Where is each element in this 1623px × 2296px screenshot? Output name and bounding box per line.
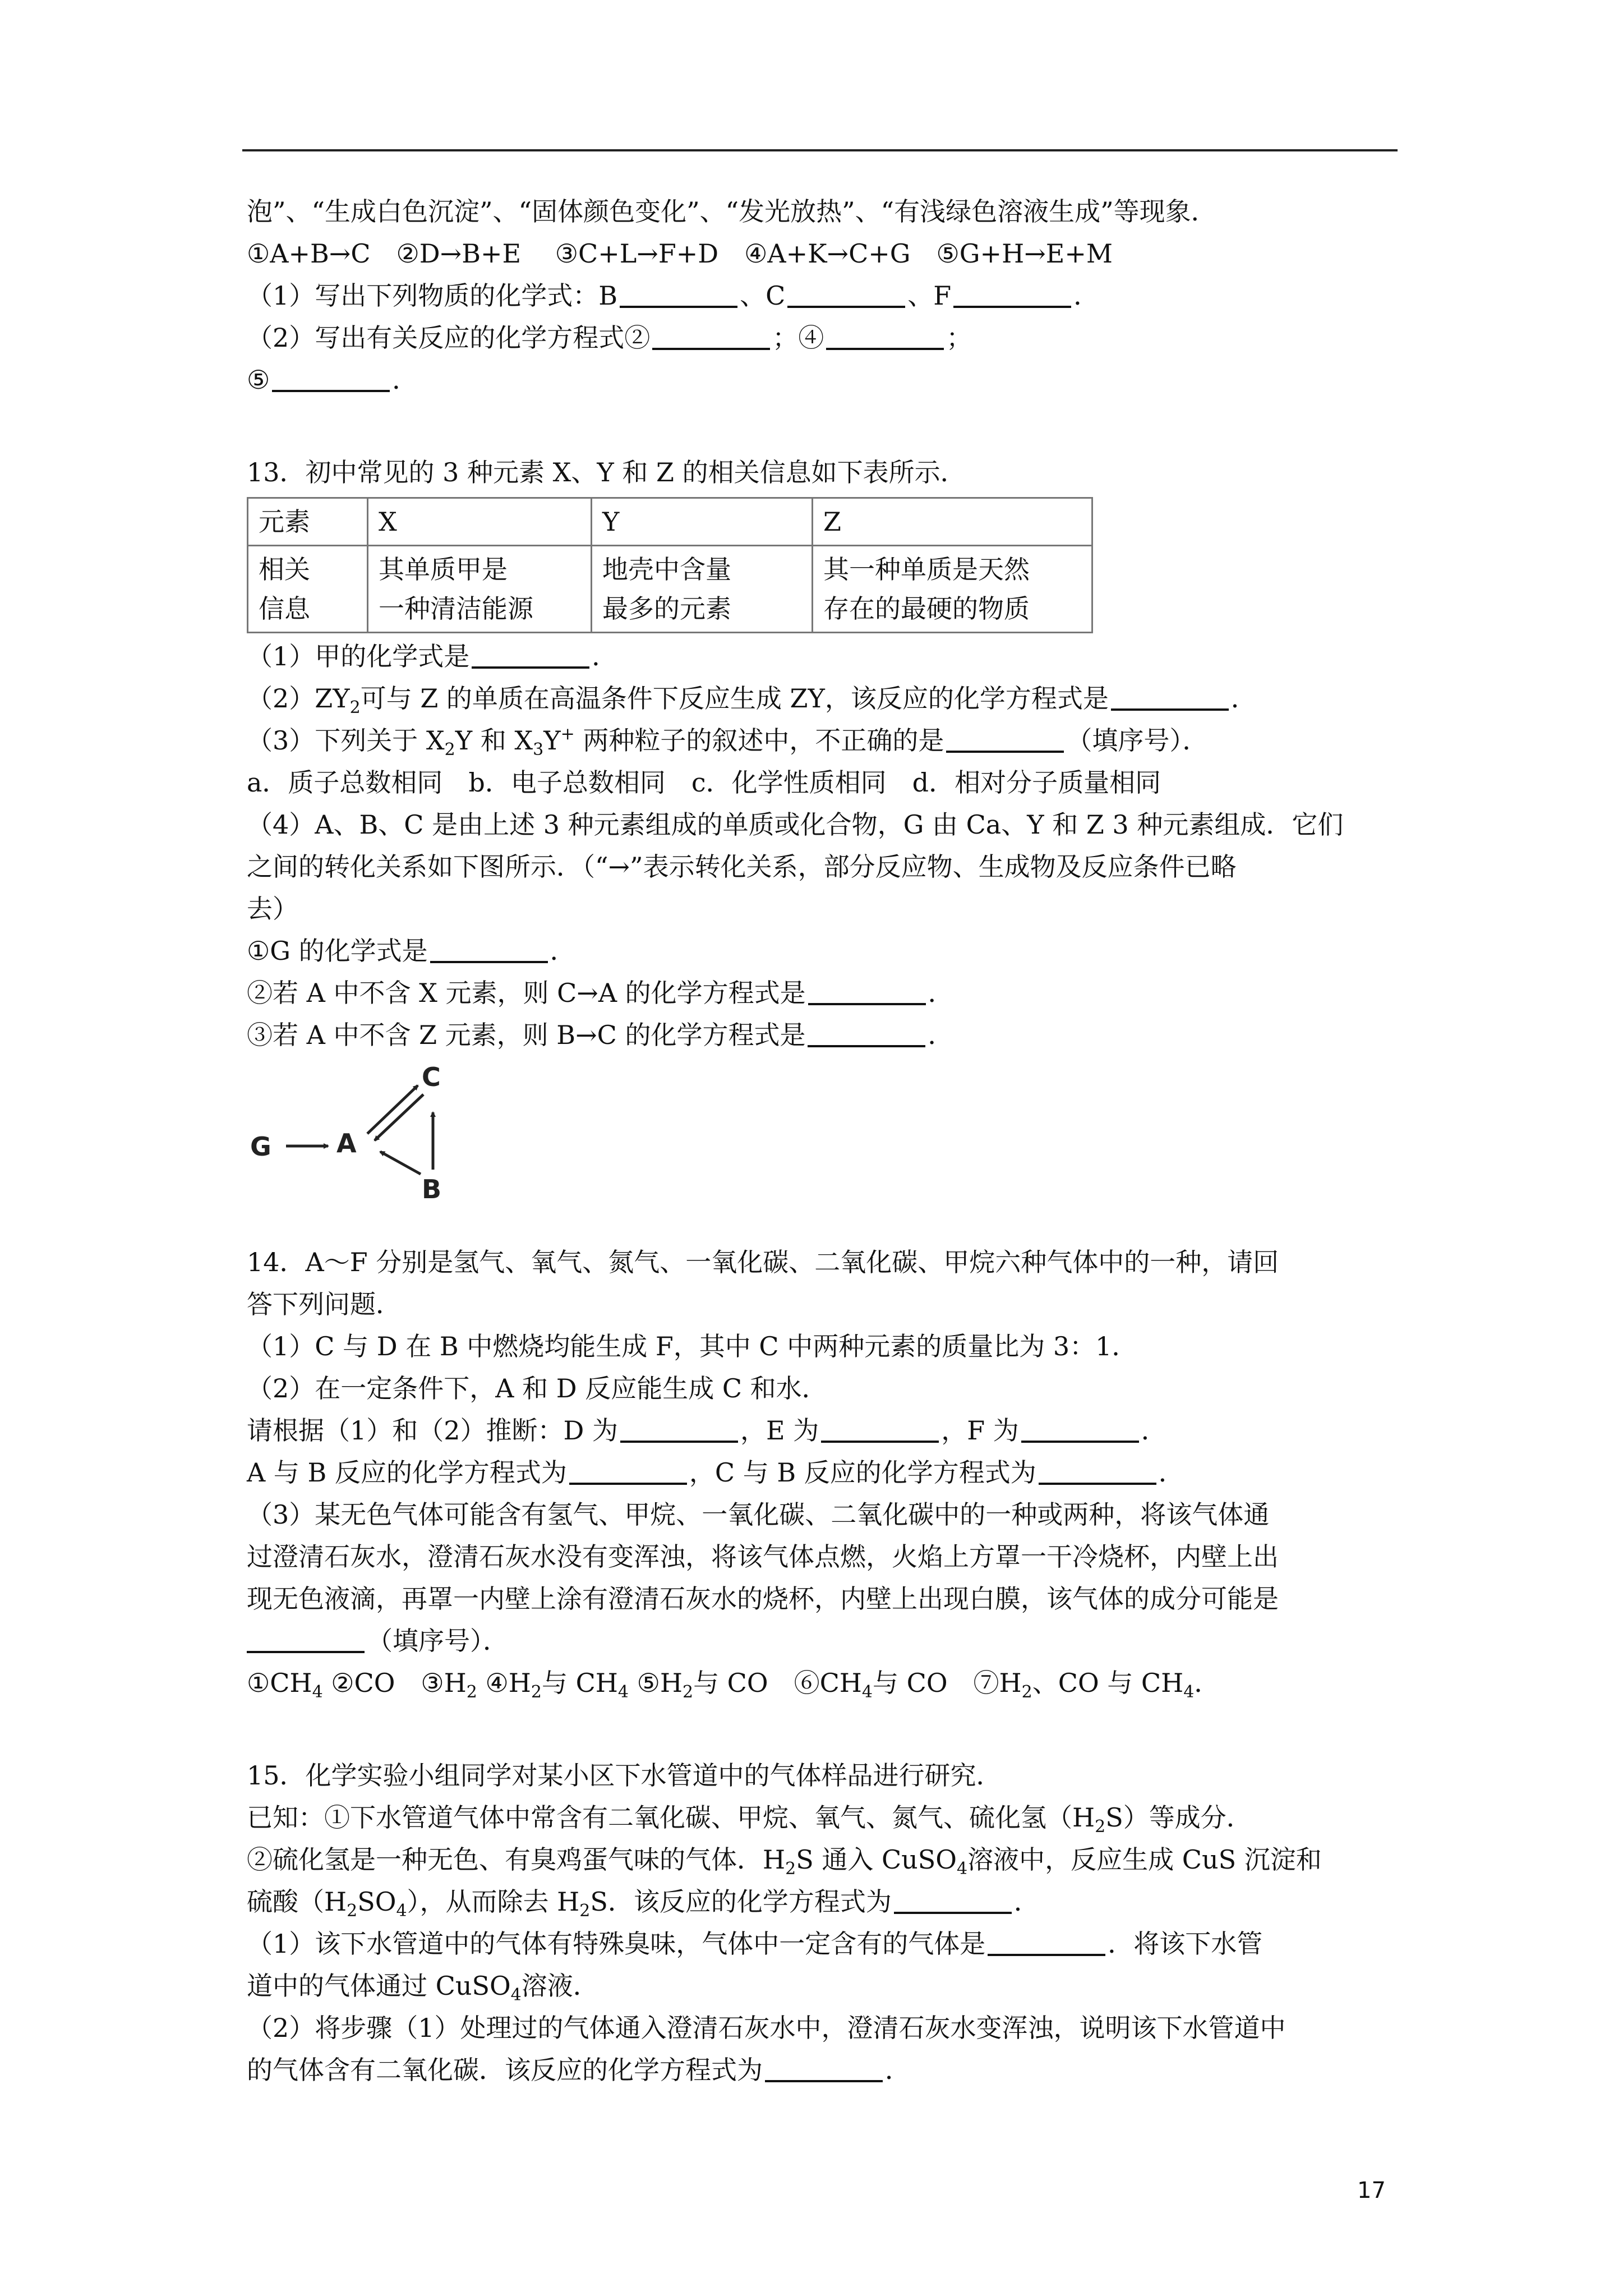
q14-line10: （填序号）． [247, 1620, 1402, 1662]
page-number: 17 [1357, 2178, 1386, 2203]
q15-line2: 已知：①下水管道气体中常含有二氧化碳、甲烷、氧气、氮气、硫化氢$(H_2S)$等成分． [247, 1802, 1252, 1837]
answer-blank[interactable] [472, 638, 589, 669]
q12-part3: ⑤ ． [247, 359, 1402, 401]
q13-sub4-line1: （4）A、B、C 是由上述 3 种元素组成的单质或化合物，G 由 Ca、Y 和 Z 3 种元素组成．它们 [247, 809, 1344, 840]
q12-line-reactions: ①A+B→C ②D→B+E ③C+L→F+D ④A+K→C+G ⑤G+H→E+M [247, 238, 1113, 269]
answer-blank[interactable] [1021, 1412, 1139, 1443]
answer-blank[interactable] [808, 1017, 925, 1047]
arrow-b-to-a [380, 1152, 421, 1174]
q12-line-phenomena: 泡”、“生成白色沉淀”、“固体颜色变化”、“发光放热”、“有浅绿色溶液生成”等现象． [247, 196, 1217, 227]
table-cell: 其一种单质是天然 存在的最硬的物质 [813, 546, 1092, 633]
q12-part2: （2）写出有关反应的化学方程式② ；④ ； [247, 317, 1402, 359]
q13-options: a．质子总数相同 b．电子总数相同 c．化学性质相同 d．相对分子质量相同 [247, 767, 1161, 798]
element-info-table [247, 497, 1093, 633]
answer-blank[interactable] [988, 1926, 1105, 1956]
q15-line5: （1）该下水管道中的气体有特殊臭味，气体中一定含有的气体是 ．将该下水管 [247, 1923, 1402, 1965]
q14-line8: 过澄清石灰水，澄清石灰水没有变浑浊，将该气体点燃，火焰上方罩一干冷烧杯，内壁上出 [247, 1542, 1279, 1572]
q14-line3: （1）C 与 D 在 B 中燃烧均能生成 F，其中 C 中两种元素的质量比为 3：1． [247, 1331, 1138, 1361]
arrow-a-to-c [367, 1085, 418, 1134]
answer-blank[interactable] [620, 278, 737, 308]
q13-sub2: $(2)ZY_2$可与 Z 的单质在高温条件下反应生成 ZY，该反应的化学方程式是 ． [247, 678, 1402, 720]
table-cell: 相关 信息 [248, 546, 368, 633]
q13-g1: ①G 的化学式是 ． [247, 930, 1402, 972]
table-cell: 地壳中含量 最多的元素 [592, 546, 813, 633]
q15-line8: 的气体含有二氧化碳．该反应的化学方程式为 ． [247, 2049, 1402, 2091]
table-header-cell: 元素 [248, 498, 368, 546]
q14-line7: （3）某无色气体可能含有氢气、甲烷、一氧化碳、二氧化碳中的一种或两种，将该气体通 [247, 1499, 1270, 1530]
q15-line3: ②硫化氢是一种无色、有臭鸡蛋气味的气体．$H_2S$ 通入 CuSO$_4$溶液中，反应生成 CuS 沉淀和 [247, 1844, 1322, 1879]
q13-sub4-line3: 去） [247, 894, 298, 924]
q14-options: $①CH_4$ ②CO $③H_2$ $④H_2$与 $CH_4$ $⑤H_2$与 CO $⑥CH_4$与 CO $⑦H_2$、CO 与 $CH_4$． [247, 1668, 1220, 1702]
q13-intro: 13．初中常见的 3 种元素 X、Y 和 Z 的相关信息如下表所示． [247, 457, 966, 487]
q13-sub4-line2: 之间的转化关系如下图所示．（“→”表示转化关系，部分反应物、生成物及反应条件已略 [247, 852, 1237, 882]
q13-sub1: （1）甲的化学式是 ． [247, 636, 1402, 678]
node-g: G [250, 1131, 271, 1162]
answer-blank[interactable] [808, 975, 926, 1005]
q14-line1: 14．A～F 分别是氢气、氧气、氮气、一氧化碳、二氧化碳、甲烷六种气体中的一种，请回 [247, 1247, 1279, 1277]
answer-blank[interactable] [652, 320, 770, 350]
conversion-diagram [247, 1062, 527, 1208]
answer-blank[interactable] [821, 1412, 939, 1443]
q13-sub3: （3）下列关于 $X_2Y$ 和 $X_3Y^+$ 两种粒子的叙述中，不正确的是 （填序号）． [247, 720, 1402, 762]
q13-g3: ③若 A 中不含 Z 元素，则 B→C 的化学方程式是 ． [247, 1014, 1402, 1056]
table-header-cell: Z [813, 498, 1092, 546]
answer-blank[interactable] [430, 933, 548, 963]
diagram-arrows [247, 1062, 527, 1208]
answer-blank[interactable] [946, 723, 1064, 753]
arrow-c-to-a [375, 1094, 423, 1140]
document-body [247, 191, 1402, 2091]
answer-blank[interactable] [894, 1884, 1012, 1914]
q15-line7: （2）将步骤（1）处理过的气体通入澄清石灰水中，澄清石灰水变浑浊，说明该下水管道中 [247, 2013, 1286, 2043]
q14-line2: 答下列问题． [247, 1289, 402, 1319]
answer-blank[interactable] [247, 1623, 365, 1653]
table-header-cell: Y [592, 498, 813, 546]
node-b: B [422, 1174, 442, 1204]
answer-blank[interactable] [787, 278, 905, 308]
q14-line6: A 与 B 反应的化学方程式为 ，C 与 B 反应的化学方程式为 ． [247, 1452, 1402, 1494]
table-cell: 其单质甲是 一种清洁能源 [368, 546, 592, 633]
q15-line4: 硫酸$(H_2SO_4)$，从而除去 $H_2S$．该反应的化学方程式为 ． [247, 1881, 1402, 1923]
header-rule [242, 149, 1398, 151]
answer-blank[interactable] [569, 1455, 687, 1485]
table-header-cell: X [368, 498, 592, 546]
answer-blank[interactable] [826, 320, 944, 350]
node-a: A [336, 1128, 357, 1158]
answer-blank[interactable] [765, 2052, 883, 2082]
q13-g2: ②若 A 中不含 X 元素，则 C→A 的化学方程式是 ． [247, 972, 1402, 1014]
q15-line6: 道中的气体通过 CuSO$_4$溶液． [247, 1971, 599, 2005]
answer-blank[interactable] [272, 362, 390, 392]
answer-blank[interactable] [1039, 1455, 1156, 1485]
node-c: C [422, 1062, 441, 1092]
q14-line9: 现无色液滴，再罩一内壁上涂有澄清石灰水的烧杯，内壁上出现白膜，该气体的成分可能是 [247, 1584, 1279, 1614]
q15-line1: 15．化学实验小组同学对某小区下水管道中的气体样品进行研究． [247, 1760, 1002, 1791]
q14-line4: （2）在一定条件下，A 和 D 反应能生成 C 和水． [247, 1373, 828, 1404]
answer-blank[interactable] [1111, 680, 1229, 711]
answer-blank[interactable] [953, 278, 1071, 308]
answer-blank[interactable] [620, 1412, 738, 1443]
q14-line5: 请根据（1）和（2）推断：D 为 ，E 为 ，F 为 ． [247, 1410, 1402, 1452]
q12-part1: （1）写出下列物质的化学式：B 、C 、F ． [247, 275, 1402, 317]
